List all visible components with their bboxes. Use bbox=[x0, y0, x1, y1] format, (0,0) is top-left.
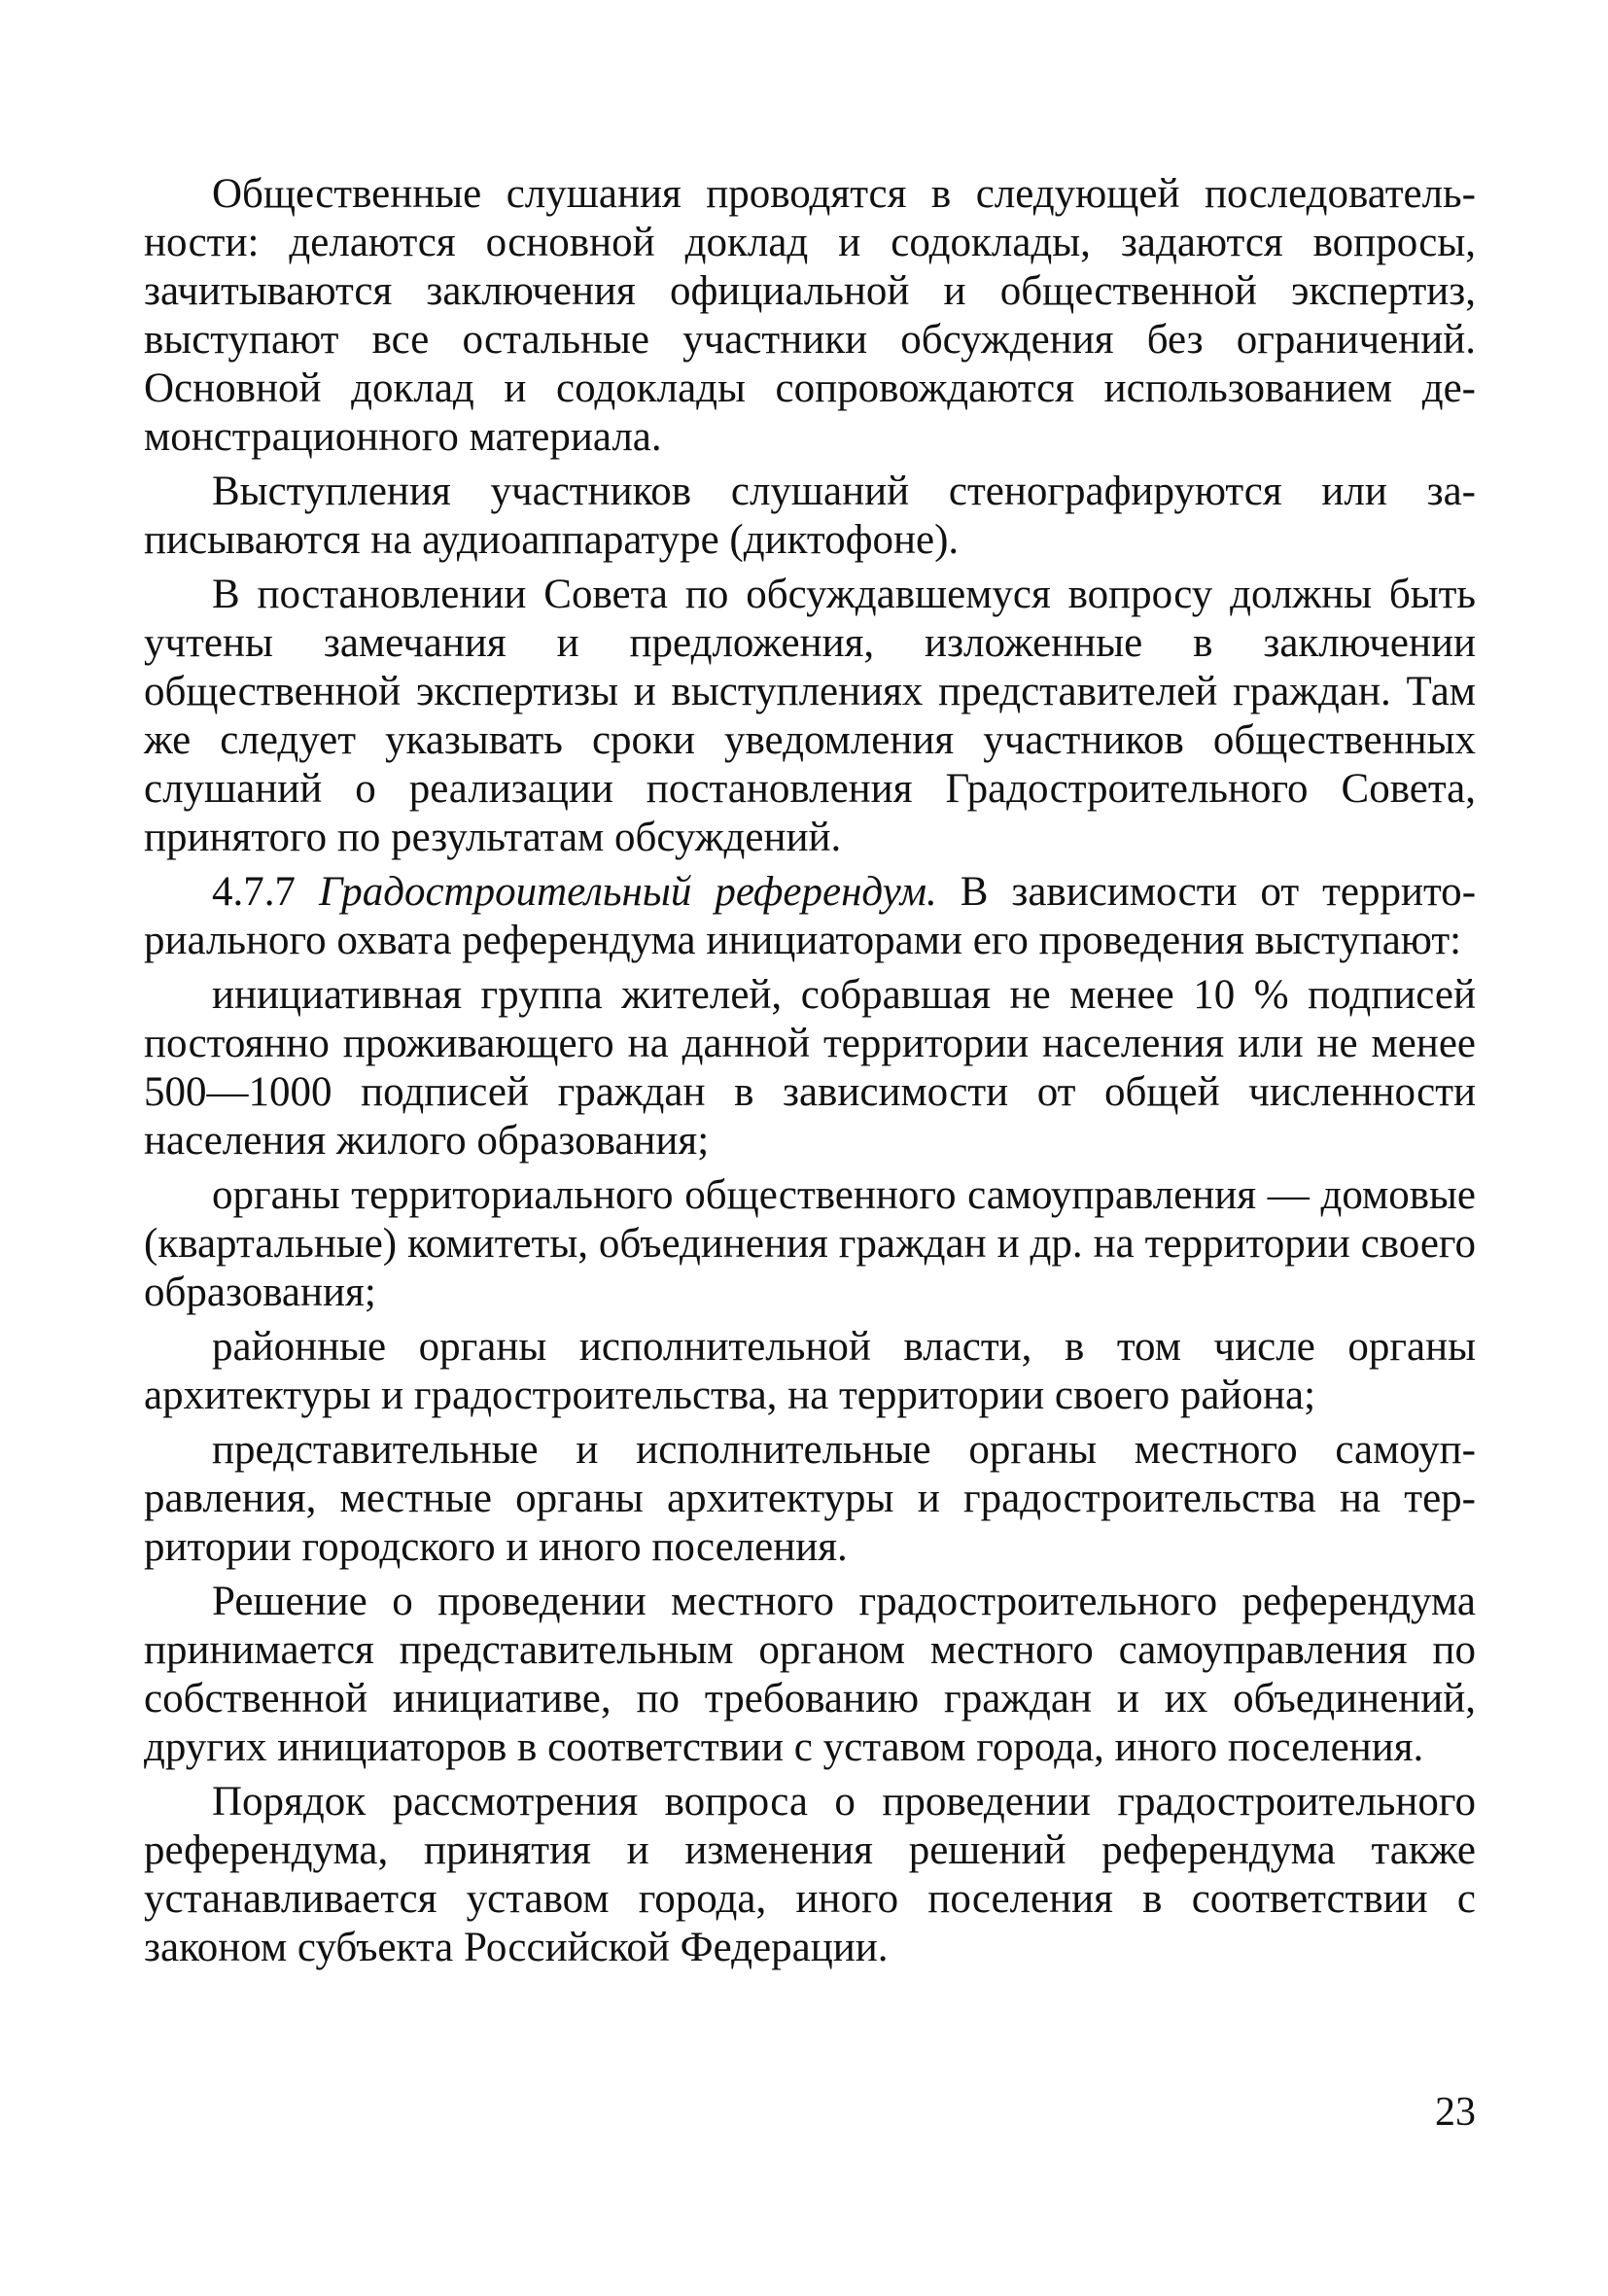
initiator-item: представительные и исполнительные органы местного самоуправления, местные органы архитектуры и градостроительства на территории городского и иного поселения. bbox=[144, 1427, 1476, 1570]
paragraph-hearing-sequence: Общественные слушания проводятся в следующей последовательности: делаются основной доклад и содоклады, задаются вопросы, зачитываются заключения официальной и общественной экспертиз, выступают все остальные участники обсуждения без ограничений. Основной доклад и содоклады сопровождаются использованием демонстрационного материала. bbox=[144, 171, 1476, 460]
paragraph-council-resolution: В постановлении Совета по обсуждавшемуся вопросу должны быть учтены замечания и предложения, изложенные в заключении общественной экспертизы и выступлениях представителей граждан. Там же следует указывать сроки уведомления участников общественных слушаний о реализации постановления Градостроительного Совета, принятого по результатам обсуждений. bbox=[144, 572, 1476, 860]
section-referendum bbox=[144, 868, 1476, 965]
initiator-item: органы территориального общественного самоуправления — домовые (квартальные) комитеты, объединения граждан и др. на территории своего образования; bbox=[144, 1172, 1476, 1315]
section-title: Градостроительный референдум. bbox=[318, 869, 937, 915]
section-number: 4.7.7 bbox=[212, 869, 296, 915]
paragraph-referendum-procedure: Порядок рассмотрения вопроса о проведении градостроительного референдума, принятия и изменения решений референдума также устанавливается уставом города, иного поселения в соответствии с законом субъекта Российской Федерации. bbox=[144, 1779, 1476, 1970]
initiator-item: инициативная группа жителей, собравшая не менее 10 % подписей постоянно проживающего на данной территории населения или не менее 500—1000 подписей граждан в зависимости от общей численности населения жилого образования; bbox=[144, 972, 1476, 1164]
page-number: 23 bbox=[1435, 2090, 1476, 2135]
paragraph-referendum-decision: Решение о проведении местного градостроительного референдума принимается представительным органом местного самоуправления по собственной инициативе, по требованию граждан и их объединений, других инициаторов в соответствии с уставом города, иного поселения. bbox=[144, 1579, 1476, 1770]
section-text: В зависимости от территориального охвата референдума инициаторами его проведения выступают: bbox=[144, 869, 1477, 963]
initiator-item: районные органы исполнительной власти, в том числе органы архитектуры и градостроительства, на территории своего района; bbox=[144, 1324, 1476, 1418]
paragraph-speech-recording: Выступления участников слушаний стенографируются или записываются на аудиоаппаратуре (диктофоне). bbox=[144, 469, 1476, 563]
page-body bbox=[144, 170, 1476, 1972]
